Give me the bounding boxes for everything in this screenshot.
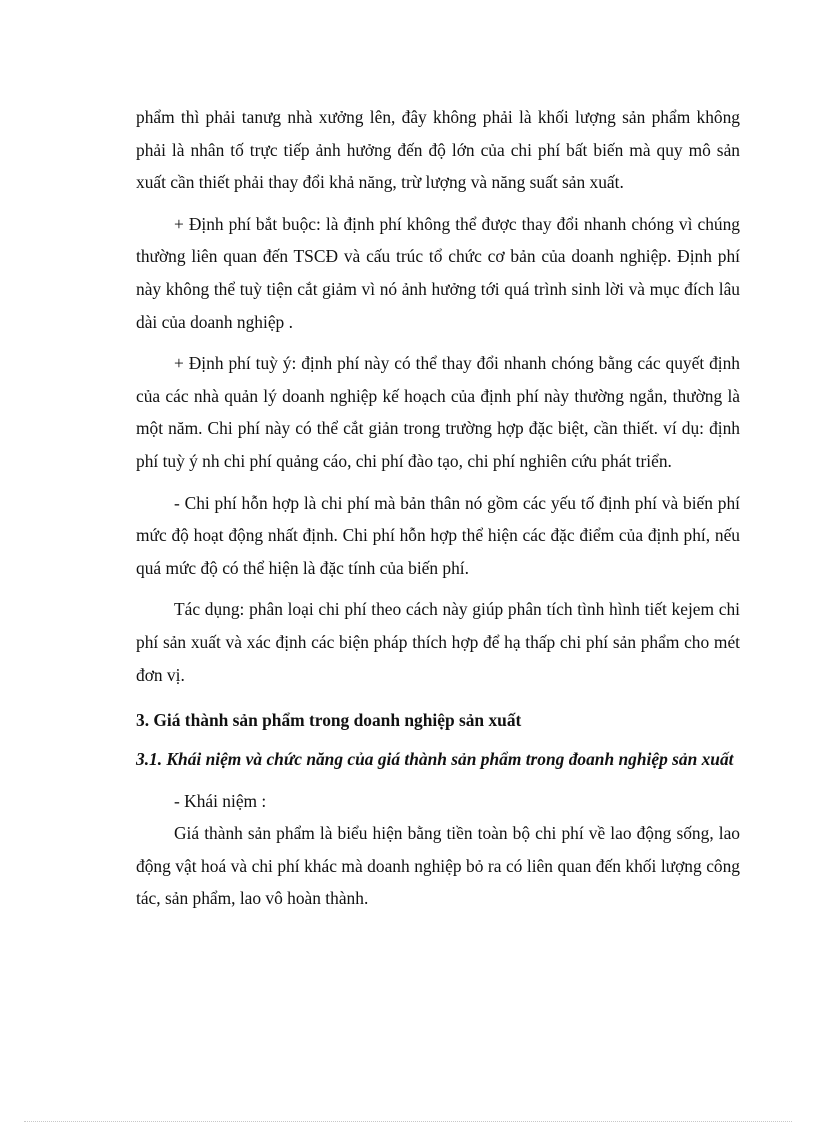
- paragraph-concept-definition: Giá thành sản phẩm là biểu hiện bằng tiền toàn bộ chi phí về lao động sống, lao động vật hoá và chi phí khác mà doanh nghiệp bỏ ra có liên quan đến khối lượng công tác, sản phẩm, lao vô hoàn thành.: [136, 823, 740, 909]
- paragraph-classification-effect: Tác dụng: phân loại chi phí theo cách này giúp phân tích tình hình tiết kejem chi phí sản xuất và xác định các biện pháp thích hợp để hạ thấp chi phí sản phẩm cho mét đơn vị.: [136, 599, 740, 685]
- paragraph-mandatory-fixed-cost: + Định phí bắt buộc: là định phí không thể được thay đổi nhanh chóng vì chúng thường liên quan đến TSCĐ và cấu trúc tổ chức cơ bản của doanh nghiệp. Định phí này không thể tuỳ tiện cắt giảm vì nó ảnh hưởng tới quá trình sinh lời và mục đích lâu dài của doanh nghiệp .: [136, 213, 740, 332]
- paragraph-production-scale: phẩm thì phải tanưg nhà xưởng lên, đây không phải là khối lượng sản phẩm không phải là nhân tố trực tiếp ảnh hưởng đến độ lớn của chi phí bất biến mà quy mô sản xuất cần thiết phải thay đổi khả năng, trừ lượng và năng suất sản xuất.: [136, 107, 740, 193]
- paragraph-discretionary-fixed-cost: + Định phí tuỳ ý: định phí này có thể thay đổi nhanh chóng bằng các quyết định của các nhà quản lý doanh nghiệp kế hoạch của định phí này thường ngắn, thường là một năm. Chi phí này có thể cắt giản trong trường hợp đặc biệt, cần thiết. ví dụ: định phí tuỳ ý nh chi phí quảng cáo, chi phí đào tạo, chi phí nghiên cứu phát triển.: [136, 353, 740, 471]
- concept-label: - Khái niệm :: [174, 790, 267, 811]
- paragraph-mixed-cost: - Chi phí hỗn hợp là chi phí mà bản thân nó gồm các yếu tố định phí và biến phí mức độ hoạt động nhất định. Chi phí hỗn hợp thể hiện các đặc điểm của định phí, nếu quá mức độ có thể hiện là đặc tính của biến phí.: [136, 492, 740, 578]
- section-heading: 3. Giá thành sản phẩm trong doanh nghiệp sản xuất: [136, 710, 522, 731]
- document-page: [136, 101, 740, 915]
- subsection-heading: 3.1. Khái niệm và chức năng của giá thành sản phẩm trong đoanh nghiệp sản xuất: [136, 748, 734, 769]
- page-footer-divider: [24, 1121, 792, 1122]
